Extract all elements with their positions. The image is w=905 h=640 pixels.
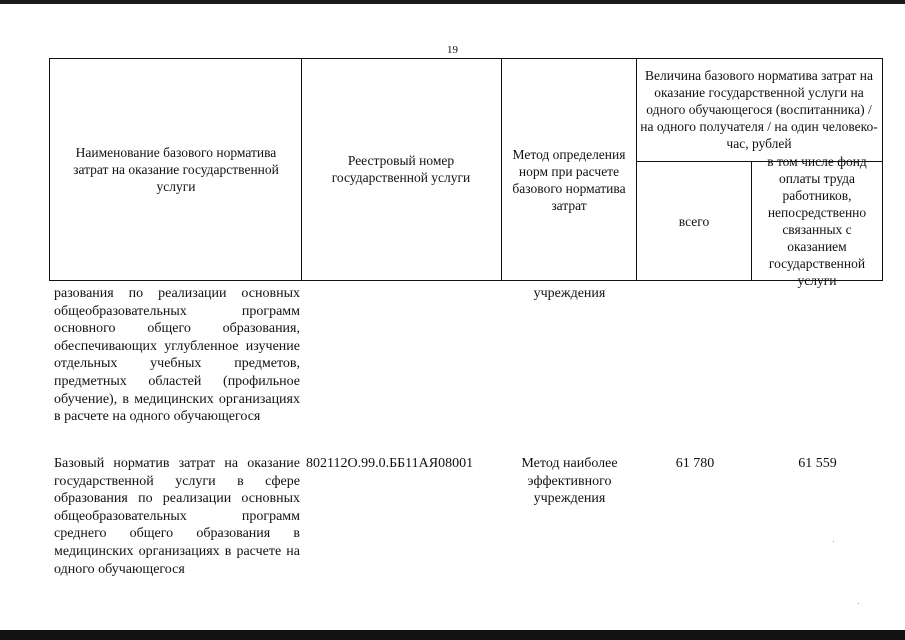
scan-edge-top	[0, 0, 905, 4]
header-col-fund: в том числе фонд оплаты труда работников, непосредственно связанных с оказанием государственной услуги	[767, 154, 867, 288]
header-divider	[501, 59, 502, 280]
header-col-name: Наименование базового норматива затрат на оказание государственной услуги	[73, 144, 279, 194]
row-1-method: учреждения	[533, 286, 606, 301]
header-col-total: всего	[678, 214, 710, 229]
table-header	[49, 58, 883, 288]
row-2-name: Базовый норматив затрат на оказание государственной услуги в сфере образования по реализации основных общеобразовательных программ среднего общего образования в медицинских организациях в расчете на одного обучающегося	[54, 456, 300, 577]
scan-edge-bottom	[0, 630, 905, 640]
row-2-registry: 802112О.99.0.ББ11АЯ08001	[306, 456, 474, 471]
row-2-fund: 61 559	[798, 456, 837, 471]
header-divider	[751, 161, 752, 280]
row-2-method: Метод наиболее эффективного учреждения	[521, 456, 618, 507]
row-2-total: 61 780	[675, 456, 715, 471]
scan-speck	[833, 541, 834, 542]
header-col-value-group: Величина базового норматива затрат на оказание государственной услуги на одного обучающегося (воспитанника) / на одного получателя / на один человеко-час, рублей	[640, 67, 878, 151]
page-number: 19	[447, 44, 458, 56]
row-1-name: разования по реализации основных общеобразовательных программ основного общего образования, обеспечивающих углубленное изучение отдельных учебных предметов, предметных областей (профильное обучение), в медицинских организациях в расчете на одного обучающегося	[54, 286, 300, 425]
header-col-method: Метод определения норм при расчете базового норматива затрат	[512, 147, 626, 213]
header-col-registry: Реестровый номер государственной услуги	[331, 153, 471, 185]
header-divider	[301, 59, 302, 280]
scan-speck	[858, 603, 859, 604]
header-divider	[636, 59, 637, 280]
